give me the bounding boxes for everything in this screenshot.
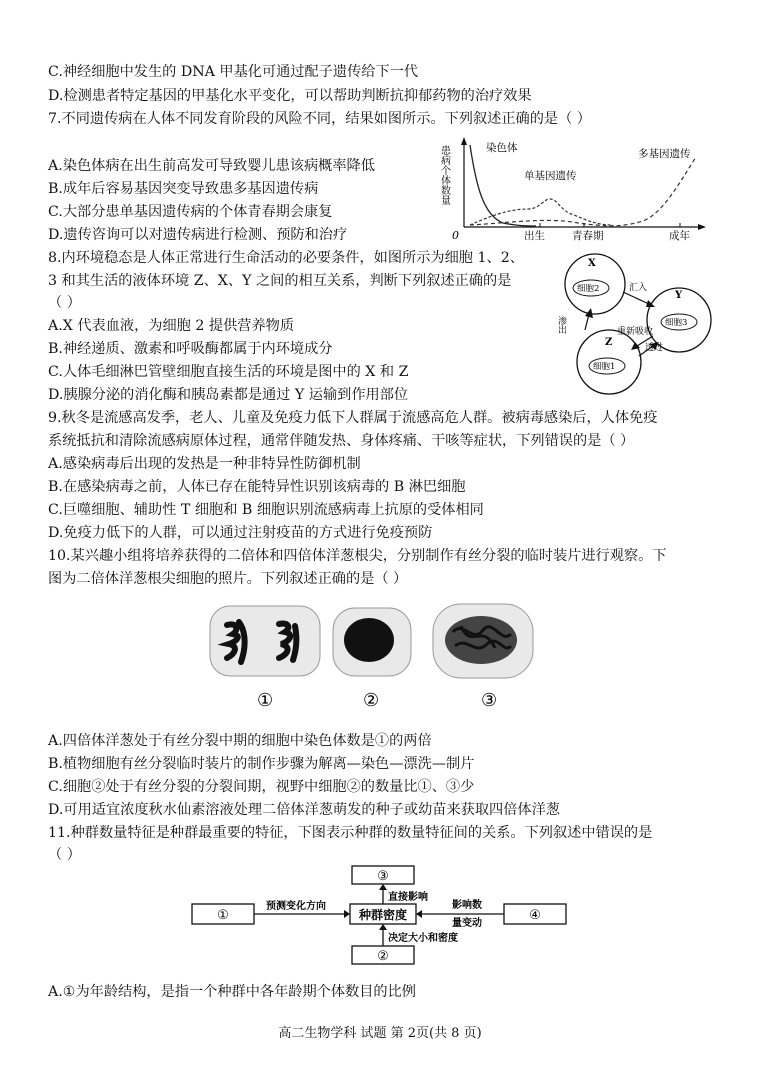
fig8-arrow-shenchu: 渗出 [556,316,566,334]
fig11-label-affect-1: 影响数 [452,900,482,911]
fig8-cell2: 细胞2 [577,284,600,294]
line-q7-stem: 7.不同遗传病在人体不同发育阶段的风险不同，结果如图所示。下列叙述正确的是（ ） [48,111,591,127]
line-q8b: B.神经递质、激素和呼吸酶都属于内环境成分 [48,341,333,357]
line-q6c: C.神经细胞中发生的 DNA 甲基化可通过配子遗传给下一代 [48,64,419,80]
line-q7a: A.染色体病在出生前高发可导致婴儿患该病概率降低 [48,158,375,174]
line-q10b: B.植物细胞有丝分裂临时装片的制作步骤为解离—染色—漂洗—制片 [48,756,475,772]
fig7-xtick-birth: 出生 [524,230,545,242]
fig8-cell3: 细胞3 [665,318,688,328]
line-q7b: B.成年后容易基因突变导致患多基因遗传病 [48,181,319,197]
svg-text:④: ④ [529,908,541,923]
fig7-curve-single-gene [470,199,613,225]
fig8-label-x: X [588,258,596,269]
fig8-label-z: Z [605,337,613,348]
line-q8a: A.X 代表血液，为细胞 2 提供营养物质 [48,318,295,334]
fig7-ylabel: 患病个体数量 [438,145,450,205]
line-q8c: C.人体毛细淋巴管壁细胞直接生活的环境是图中的 X 和 Z [48,364,409,380]
fig7-risk-chart [438,135,710,243]
svg-text:种群密度: 种群密度 [358,908,408,922]
line-q11-stem: 11.种群数量特征是种群最重要的特征，下图表示种群的数量特征间的关系。下列叙述中错误的是 [48,825,653,841]
fig8-arrow-touguo: 透过 [645,343,664,353]
fig7-label-single-gene: 单基因遗传 [524,170,577,182]
line-q9-stem-1: 9.秋冬是流感高发季，老人、儿童及免疫力低下人群属于流感高危人群。被病毒感染后，人体免疫 [48,410,658,426]
line-q6d: D.检测患者特定基因的甲基化水平变化，可以帮助判断抗抑郁药物的治疗效果 [48,88,532,104]
fig11-label-predict: 预测变化方向 [266,901,326,912]
fig10-label-3: ③ [481,690,498,711]
fig7-label-chromosome: 染色体 [486,142,518,154]
fig10-label-1: ① [257,690,274,711]
fig8-label-y: Y [675,290,683,301]
line-q11-paren: （ ） [48,847,81,863]
fig10-cell-photos [205,600,535,712]
line-q10-stem-2: 图为二倍体洋葱根尖细胞的照片。下列叙述正确的是（ ） [48,571,408,587]
fig11-label-direct: 直接影响 [388,892,428,903]
fig8-arrow-huiru: 汇入 [629,283,648,293]
fig7-curve-chromosome [470,145,536,226]
line-q11a: A.①为年龄结构，是指一个种群中各年龄期个体数目的比例 [48,984,416,1000]
fig10-cell-1 [210,606,320,676]
line-q10d: D.可用适宜浓度秋水仙素溶液处理二倍体洋葱萌发的种子或幼苗来获取四倍体洋葱 [48,802,560,818]
fig8-environment-diagram [555,246,727,398]
line-q7c: C.大部分患单基因遗传病的个体青春期会康复 [48,204,333,220]
line-q8-paren: （ ） [48,295,81,311]
line-q10a: A.四倍体洋葱处于有丝分裂中期的细胞中染色体数是①的两倍 [48,733,432,749]
fig10-label-2: ② [363,690,380,711]
line-q8-stem-2: 3 和其生活的液体环境 Z、X、Y 之间的相互关系，判断下列叙述正确的是 [48,273,512,289]
fig11-label-decide: 决定大小和密度 [388,933,458,944]
line-q8-stem-1: 8.内环境稳态是人体正常进行生命活动的必要条件，如图所示为细胞 1、2、 [48,250,524,266]
fig7-xtick-adult: 成年 [669,230,690,242]
fig11-label-affect-2: 量变动 [452,918,482,929]
svg-text:①: ① [217,908,229,923]
fig7-curve-multi-gene [470,157,696,226]
line-q9b: B.在感染病毒之前，人体已存在能特异性识别该病毒的 B 淋巴细胞 [48,479,466,495]
page-footer: 高二生物学科 试题 第 2页(共 8 页) [278,1026,482,1041]
line-q9d: D.免疫力低下的人群，可以通过注射疫苗的方式进行免疫预防 [48,525,433,541]
line-q8d: D.胰腺分泌的消化酶和胰岛素都是通过 Y 运输到作用部位 [48,387,409,403]
fig11-population-diagram [190,864,570,970]
fig8-arrow-xishou: 重新吸收 [617,327,654,337]
line-q9c: C.巨噬细胞、辅助性 T 细胞和 B 细胞识别流感病毒上抗原的受体相同 [48,502,484,518]
line-q9-stem-2: 系统抵抗和清除流感病原体过程，通常伴随发热、身体疼痛、干咳等症状，下列错误的是（ ） [48,433,635,449]
fig8-cell1: 细胞1 [593,362,616,372]
svg-text:②: ② [377,949,389,964]
line-q7d: D.遗传咨询可以对遗传病进行检测、预防和治疗 [48,227,348,243]
svg-text:③: ③ [377,869,389,884]
line-q10c: C.细胞②处于有丝分裂的分裂间期，视野中细胞②的数量比①、③少 [48,779,475,795]
fig7-label-multi-gene: 多基因遗传 [638,148,691,160]
fig7-xtick-puberty: 青春期 [572,230,604,242]
fig7-origin: 0 [452,229,459,242]
line-q9a: A.感染病毒后出现的发热是一种非特异性防御机制 [48,456,361,472]
line-q10-stem-1: 10.某兴趣小组将培养获得的二倍体和四倍体洋葱根尖，分别制作有丝分裂的临时装片进行观察。下 [48,548,667,564]
